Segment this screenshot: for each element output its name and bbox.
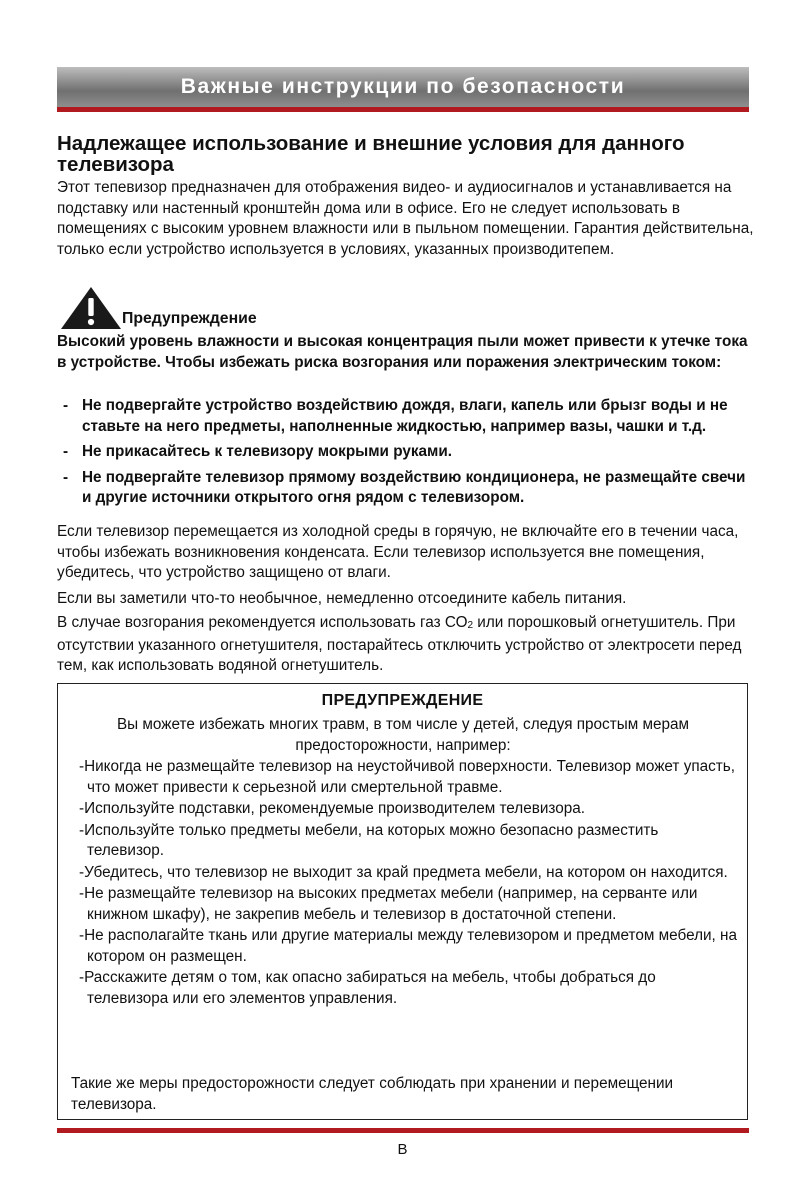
box-item: -Не размещайте телевизор на высоких предметах мебели (например, на серванте или книжном шкафу), не закрепив мебель и телевизор в достаточной степени. [79,885,698,923]
warning-item-text: Не подвергайте устройство воздействию дождя, влаги, капель или брызг воды и не ставьте на него предметы, наполненные жидкостью, например вазы, чашки и т.д. [82,397,728,435]
co2-subscript: 2 [467,620,474,631]
box-item: -Никогда не размещайте телевизор на неустойчивой поверхности. Телевизор может упасть, что может привести к серьезной или смертельной травме. [79,758,736,796]
fire-text-a: В случае возгорания рекомендуется использовать газ СО [57,614,468,631]
box-intro: Вы можете избежать многих травм, в том числе у детей, следуя простым мерам предосторожности, например: [116,716,690,754]
warning-item-text: Не прикасайтесь к телевизору мокрыми руками. [82,443,452,460]
warning-item [57,396,757,437]
warning-triangle-icon [60,286,122,330]
box-item: -Расскажите детям о том, как опасно забираться на мебель, чтобы добраться до телевизора или его элементов управления. [79,969,656,1007]
box-item: -Не располагайте ткань или другие материалы между телевизором и предметом мебели, на котором он размещен. [79,927,738,965]
intro-paragraph: Этот тепевизор предназначен для отображения видео- и аудиосигналов и устанавливается на подставку или настенный кронштейн дома или в офисе. Его не следует использовать в помещениях с высоким уровнем влажности или в пыльном помещении. Гарантия действительна, только если устройство используется в условиях, указанных производитепем. [57,179,754,258]
bullet-dash: - [63,468,69,486]
box-item: -Используйте подставки, рекомендуемые производителем телевизора. [79,800,586,817]
fire-text-b: или порошковый огнетушитель. При отсутствии указанного огнетушителя, постарайтесь отключить устройство от электросети перед тем, как использовать водяной огнетушитель. [57,614,742,674]
warning-lead: Высокий уровень влажности и высокая концентрация пыли может привести к утечке тока в устройстве. Чтобы избежать риска возгорания или поражения электрическим током: [57,333,748,371]
section-header-bar [57,67,749,112]
fire-paragraph [57,613,757,677]
page-number: B [397,1141,408,1158]
box-title: ПРЕДУПРЕЖДЕНИЕ [321,692,484,709]
header-title: Важные инструкции по безопасности [180,75,626,98]
box-item: -Убедитесь, что телевизор не выходит за край предмета мебели, на котором он находится. [79,863,728,881]
box-item: -Используйте только предметы мебели, на которых можно безопасно разместить телевизор. [79,821,659,859]
bullet-dash: - [63,443,69,460]
warning-label: Предупреждение [122,310,257,327]
move-paragraph: Если телевизор перемещается из холодной среды в горячую, не включайте его в течении часа, чтобы избежать возникновения конденсата. Если телевизор используется вне помещения, убедитесь, что устройство защищено от влаги. [57,523,739,581]
section-title: Надлежащее использование и внешние условия для данного телевизора [57,132,685,176]
warning-item [57,468,757,509]
warning-list [57,396,757,514]
warning-item-text: Не подвергайте телевизор прямому воздействию кондиционера, не размещайте свечи и другие источники открытого огня рядом с телевизором. [82,468,746,506]
bullet-dash: - [63,397,69,414]
warning-box [57,683,748,1120]
box-list [79,757,739,1010]
footer-divider [57,1128,749,1133]
unusual-paragraph: Если вы заметили что-то необычное, немедленно отсоедините кабель питания. [57,590,627,607]
warning-item [57,442,757,463]
box-outro: Такие же меры предосторожности следует соблюдать при хранении и перемещении телевизора. [71,1075,674,1113]
